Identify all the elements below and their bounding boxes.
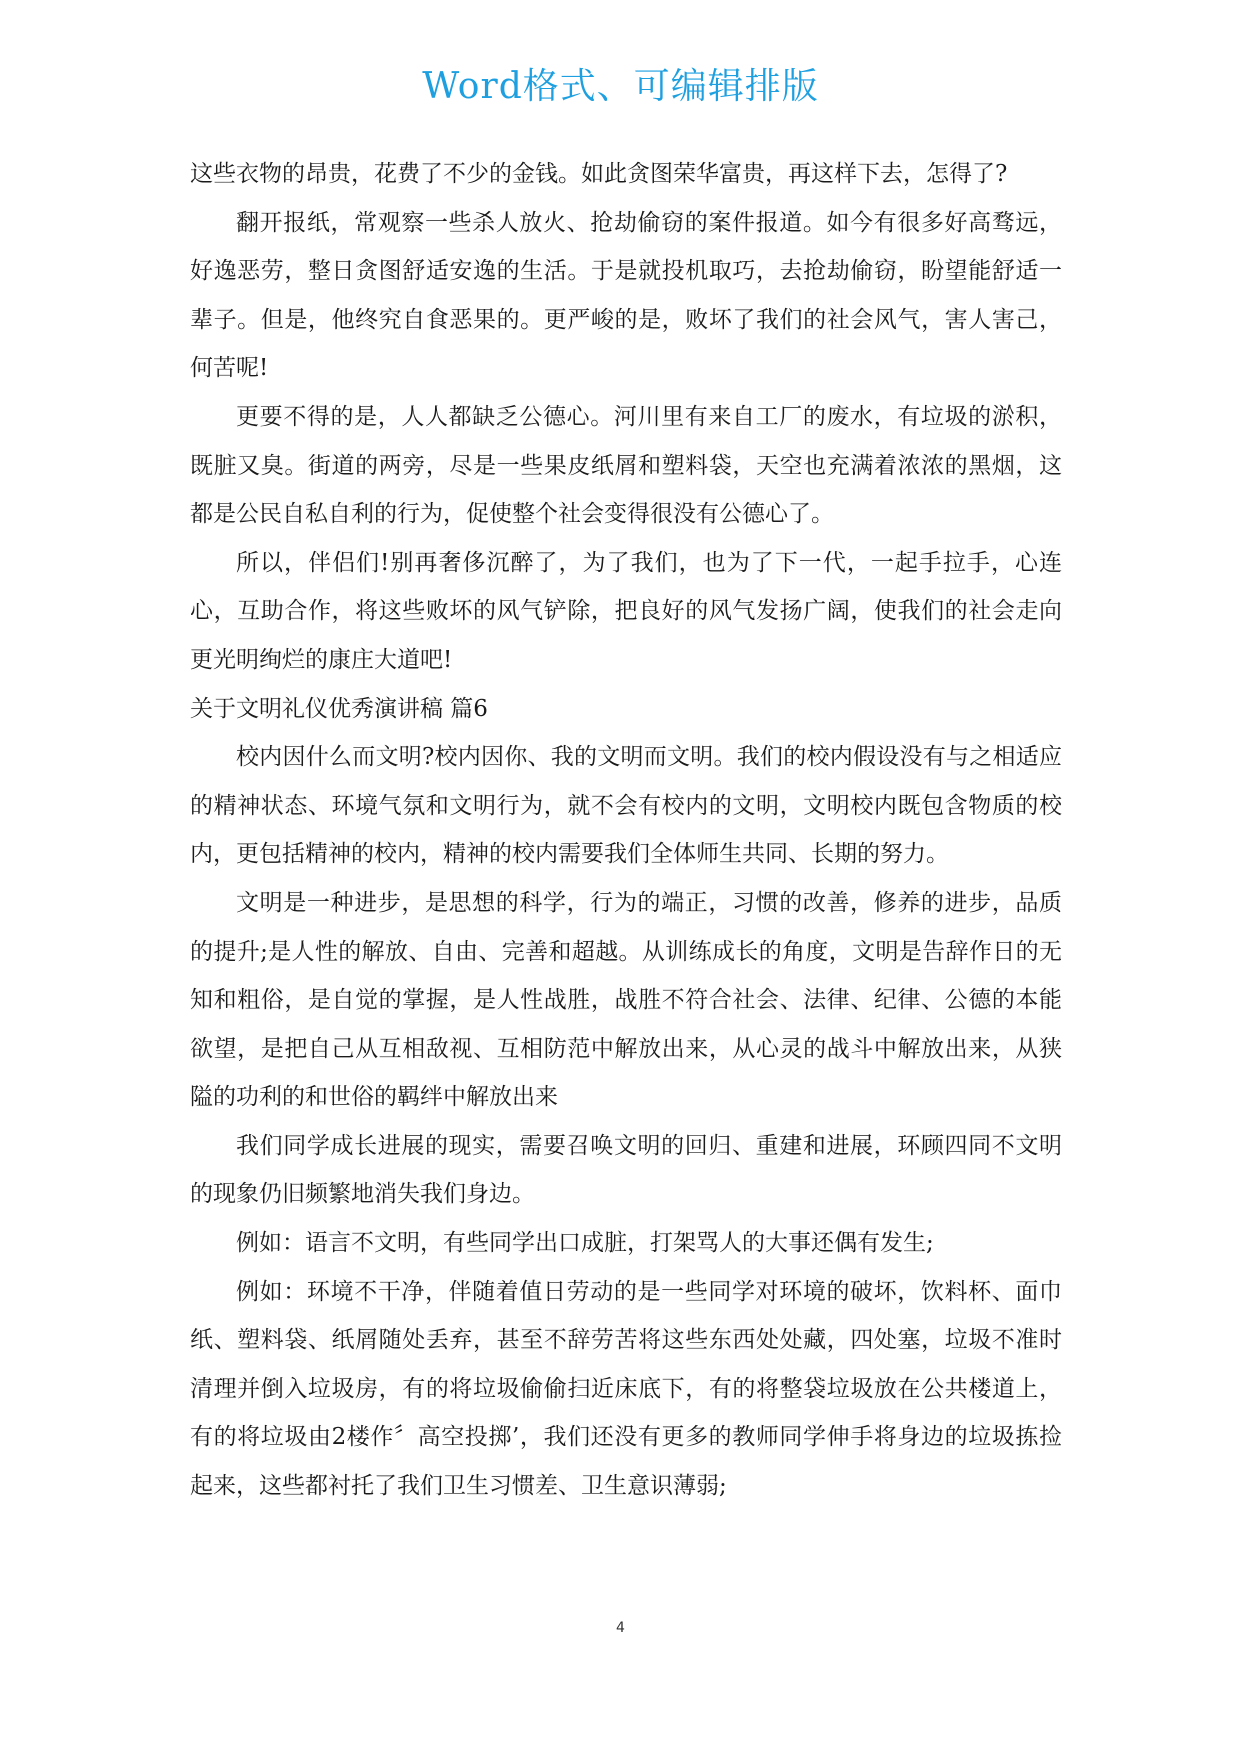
paragraph: 我们同学成长进展的现实，需要召唤文明的回归、重建和进展，环顾四同不文明的现象仍旧频繁地消失我们身边。 [190,1132,1062,1208]
paragraph: 例如：语言不文明，有些同学出口成脏，打架骂人的大事还偶有发生; [236,1230,934,1257]
section-heading: 关于文明礼仪优秀演讲稿 篇6 [190,695,488,722]
paragraph: 更要不得的是，人人都缺乏公德心。河川里有来自工厂的废水，有垃圾的淤积，既脏又臭。街道的两旁，尽是一些果皮纸屑和塑料袋，天空也充满着浓浓的黑烟，这都是公民自私自利的行为，促使整个社会变得很没有公德心了。 [190,403,1062,528]
document-body [190,150,1062,1511]
paragraph: 例如：环境不干净，伴随着值日劳动的是一些同学对环境的破坏，饮料杯、面巾纸、塑料袋、纸屑随处丢弃，甚至不辞劳苦将这些东西处处藏，四处塞，垃圾不准时清理并倒入垃圾房，有的将垃圾偷偷扫近床底下，有的将整袋垃圾放在公共楼道上，有的将垃圾由2楼作〞高空投掷’，我们还没有更多的教师同学伸手将身边的垃圾拣捡起来，这些都衬托了我们卫生习惯差、卫生意识薄弱; [190,1278,1062,1500]
paragraph: 翻开报纸，常观察一些杀人放火、抢劫偷窃的案件报道。如今有很多好高骛远，好逸恶劳，整日贪图舒适安逸的生活。于是就投机取巧，去抢劫偷窃，盼望能舒适一辈子。但是，他终究自食恶果的。更严峻的是，败坏了我们的社会风气，害人害己，何苦呢! [190,209,1062,382]
page-number: 4 [616,1620,625,1636]
document-header-title: Word格式、可编辑排版 [422,66,819,107]
paragraph: 校内因什么而文明?校内因你、我的文明而文明。我们的校内假设没有与之相适应的精神状态、环境气氛和文明行为，就不会有校内的文明，文明校内既包含物质的校内，更包括精神的校内，精神的校内需要我们全体师生共同、长期的努力。 [190,744,1062,868]
paragraph: 文明是一种进步，是思想的科学，行为的端正，习惯的改善，修养的进步，品质的提升;是人性的解放、自由、完善和超越。从训练成长的角度，文明是告辞作日的无知和粗俗，是自觉的掌握，是人性战胜，战胜不符合社会、法律、纪律、公德的本能欲望，是把自己从互相敌视、互相防范中解放出来，从心灵的战斗中解放出来，从狭隘的功利的和世俗的羁绊中解放出来 [190,889,1062,1111]
paragraph-continuation: 这些衣物的昂贵，花费了不少的金钱。如此贪图荣华富贵，再这样下去，怎得了? [190,161,1008,187]
paragraph: 所以，伴侣们!别再奢侈沉醉了，为了我们，也为了下一代，一起手拉手，心连心，互助合作，将这些败坏的风气铲除，把良好的风气发扬广阔，使我们的社会走向更光明绚烂的康庄大道吧! [190,549,1062,673]
